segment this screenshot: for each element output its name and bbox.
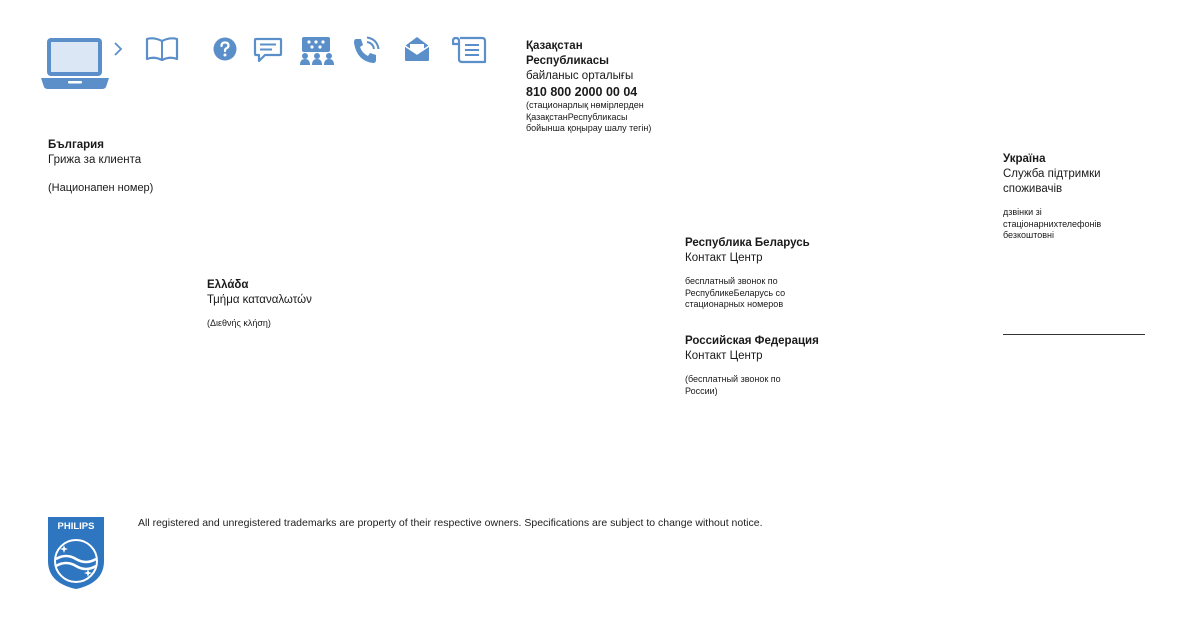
phone-number[interactable]: 810 800 2000 00 04 bbox=[526, 84, 638, 99]
contact-bulgaria bbox=[48, 138, 153, 195]
country-name-cont: Республикасы bbox=[526, 54, 609, 67]
laptop-icon[interactable] bbox=[40, 36, 110, 90]
country-name: Україна bbox=[1003, 153, 1046, 165]
community-icon[interactable] bbox=[299, 36, 335, 66]
call-note: (Διεθνής κλήση) bbox=[207, 317, 271, 328]
call-note: (стационарлық нөмірлерден bbox=[526, 100, 644, 111]
country-name: Российская Федерация bbox=[685, 335, 819, 347]
trademark-disclaimer: All registered and unregistered trademarks are property of their respective owners. Specifications are subject to change without notice. bbox=[138, 517, 763, 529]
philips-logo bbox=[46, 515, 106, 596]
call-note: стационарных номеров bbox=[685, 299, 784, 310]
call-note: безкоштовні bbox=[1003, 230, 1055, 241]
question-icon[interactable] bbox=[213, 37, 237, 61]
service-name: Τμήμα καταναλωτών bbox=[207, 293, 312, 306]
call-note: (бесплатный звонок по bbox=[685, 373, 781, 384]
document-icon[interactable] bbox=[452, 36, 488, 64]
call-note: ҚазақстанРеспубликасы bbox=[526, 111, 628, 122]
service-name: байланыс орталығы bbox=[526, 69, 634, 82]
contact-russia bbox=[685, 334, 819, 397]
country-name: Қазақстан bbox=[526, 40, 583, 52]
service-name: Служба підтримки bbox=[1003, 167, 1101, 180]
email-icon[interactable] bbox=[403, 35, 431, 63]
call-note: (Национапен номер) bbox=[48, 181, 154, 194]
call-note: бойынша қоңырау шалу тегін) bbox=[526, 123, 652, 134]
contact-belarus bbox=[685, 236, 810, 311]
service-name-cont: споживачів bbox=[1003, 182, 1063, 195]
service-name: Грижа за клиента bbox=[48, 153, 142, 166]
chevron-right-icon bbox=[112, 42, 124, 56]
contact-greece bbox=[207, 278, 312, 330]
brand-text: PHILIPS bbox=[57, 521, 95, 532]
divider bbox=[1003, 334, 1145, 335]
call-note: бесплатный звонок по bbox=[685, 275, 778, 286]
country-name: Ελλάδα bbox=[207, 279, 249, 291]
call-note: стаціонарнихтелефонів bbox=[1003, 218, 1102, 229]
book-icon[interactable] bbox=[145, 37, 179, 61]
phone-icon[interactable] bbox=[351, 36, 381, 66]
country-name: Республика Беларусь bbox=[685, 237, 810, 249]
call-note: РеспубликеБеларусь со bbox=[685, 287, 786, 298]
call-note: дзвінки зі bbox=[1003, 206, 1042, 217]
call-note: России) bbox=[685, 385, 718, 396]
contact-kazakhstan bbox=[526, 39, 651, 135]
service-name: Контакт Центр bbox=[685, 251, 763, 264]
chat-bubble-icon[interactable] bbox=[253, 37, 283, 65]
contact-ukraine bbox=[1003, 152, 1101, 242]
service-name: Контакт Центр bbox=[685, 349, 763, 362]
country-name: България bbox=[48, 139, 104, 151]
